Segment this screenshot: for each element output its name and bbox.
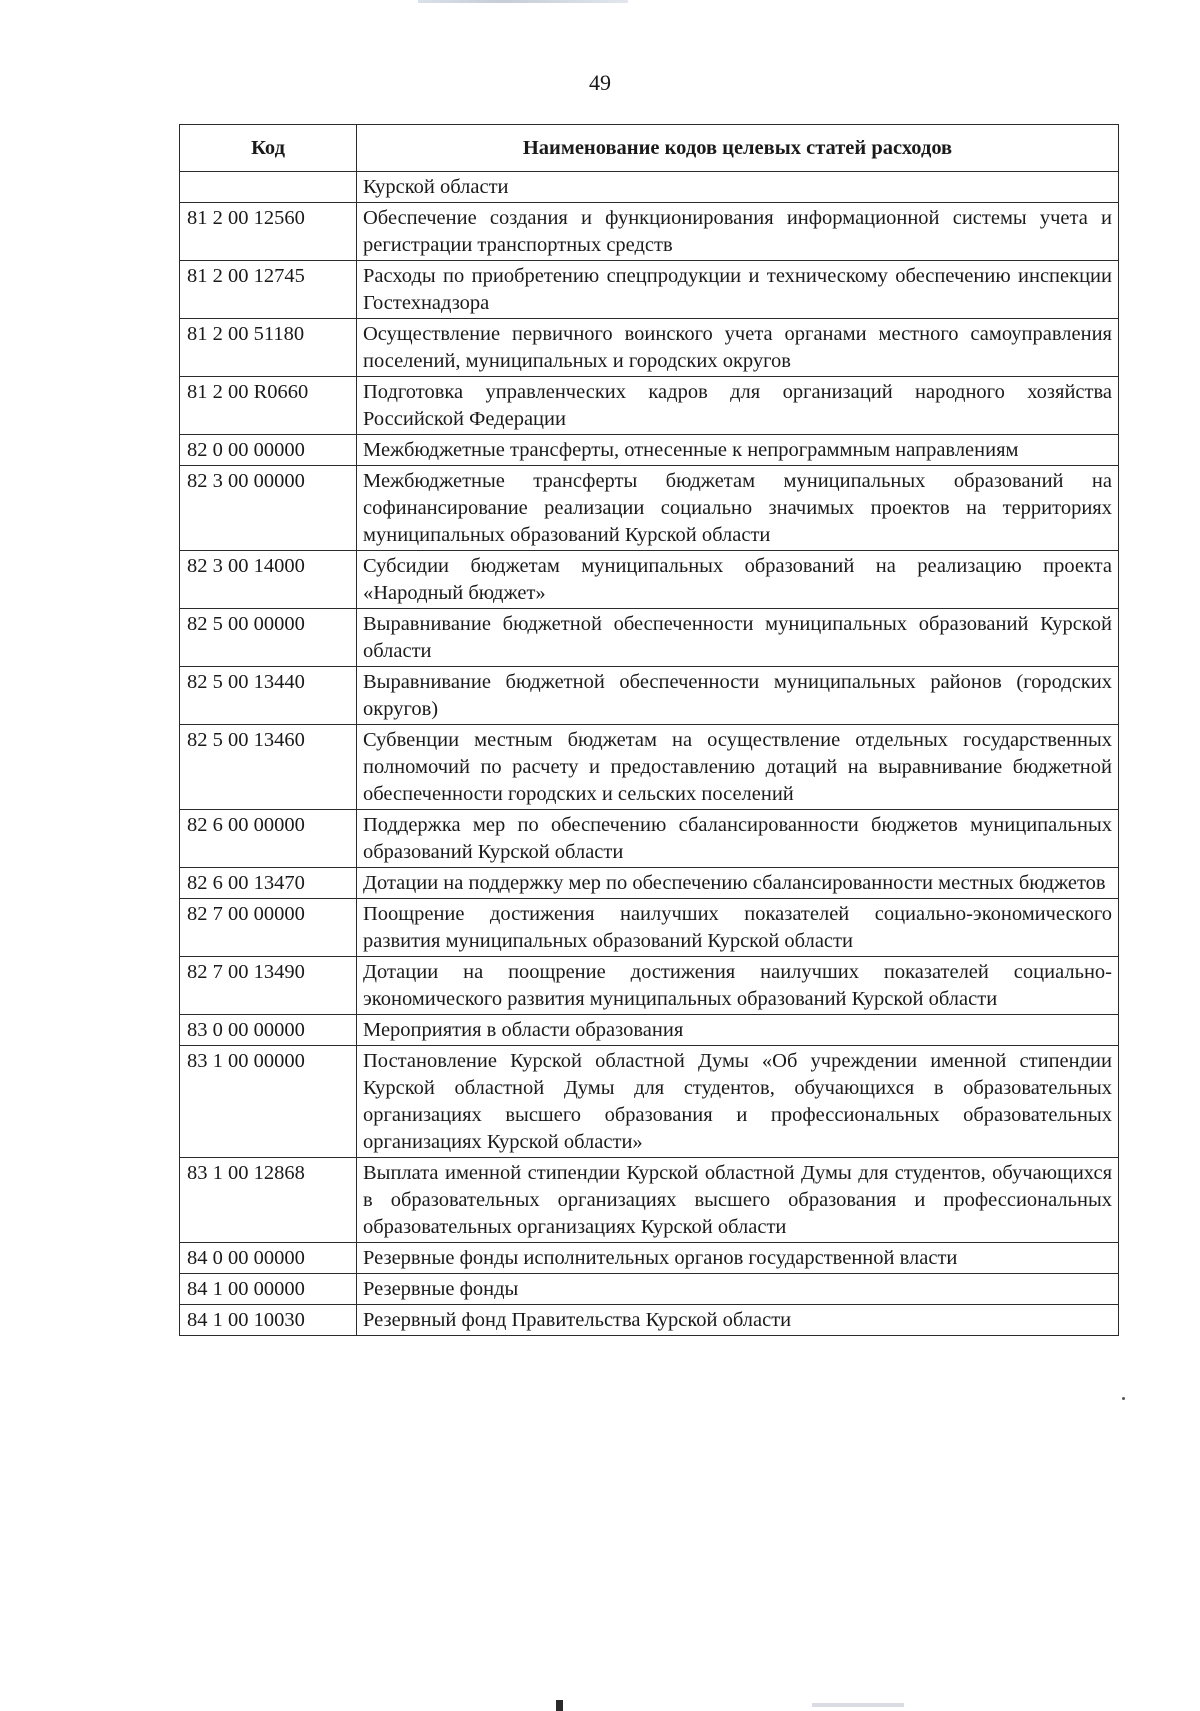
row-code: 82 6 00 00000 — [180, 810, 357, 868]
row-name: Дотации на поддержку мер по обеспечению сбалансированности местных бюджетов — [357, 868, 1119, 899]
table-row — [180, 1015, 1119, 1046]
table-row — [180, 1158, 1119, 1243]
row-code: 83 1 00 00000 — [180, 1046, 357, 1158]
row-name: Субвенции местным бюджетам на осуществление отдельных государственных полномочий по расчету и предоставлению дотаций на выравнивание бюджетной обеспеченности городских и сельских поселений — [357, 725, 1119, 810]
table-row — [180, 810, 1119, 868]
table-row — [180, 203, 1119, 261]
row-name: Резервные фонды исполнительных органов государственной власти — [357, 1243, 1119, 1274]
row-name: Курской области — [357, 172, 1119, 203]
table-row — [180, 319, 1119, 377]
row-name: Подготовка управленческих кадров для организаций народного хозяйства Российской Федерации — [357, 377, 1119, 435]
scan-artifact-dot — [1122, 1397, 1125, 1400]
row-name: Постановление Курской областной Думы «Об учреждении именной стипендии Курской областной Думы для студентов, обучающихся в образовательных организациях высшего образования и профессиональных образовательных организациях Курской области» — [357, 1046, 1119, 1158]
table-row — [180, 957, 1119, 1015]
table-row — [180, 725, 1119, 810]
scan-artifact-bottom-line — [812, 1703, 904, 1707]
row-name: Поддержка мер по обеспечению сбалансированности бюджетов муниципальных образований Курской области — [357, 810, 1119, 868]
table-row — [180, 261, 1119, 319]
row-code: 82 5 00 13460 — [180, 725, 357, 810]
table-row — [180, 172, 1119, 203]
page-number: 49 — [589, 70, 611, 95]
row-code: 81 2 00 R0660 — [180, 377, 357, 435]
row-name: Поощрение достижения наилучших показателей социально-экономического развития муниципальных образований Курской области — [357, 899, 1119, 957]
table-row — [180, 377, 1119, 435]
row-name: Выплата именной стипендии Курской областной Думы для студентов, обучающихся в образовательных организациях высшего образования и профессиональных образовательных организациях Курской области — [357, 1158, 1119, 1243]
scan-artifact-bottom — [556, 1700, 563, 1711]
row-code: 82 6 00 13470 — [180, 868, 357, 899]
row-name: Дотации на поощрение достижения наилучших показателей социально-экономического развития муниципальных образований Курской области — [357, 957, 1119, 1015]
table-row — [180, 1274, 1119, 1305]
column-header-name: Наименование кодов целевых статей расходов — [357, 125, 1119, 172]
row-name: Обеспечение создания и функционирования информационной системы учета и регистрации транспортных средств — [357, 203, 1119, 261]
row-name: Резервный фонд Правительства Курской области — [357, 1305, 1119, 1336]
row-name: Мероприятия в области образования — [357, 1015, 1119, 1046]
table-row — [180, 1046, 1119, 1158]
row-code: 83 0 00 00000 — [180, 1015, 357, 1046]
row-code: 81 2 00 12745 — [180, 261, 357, 319]
row-name: Выравнивание бюджетной обеспеченности муниципальных образований Курской области — [357, 609, 1119, 667]
table-row — [180, 899, 1119, 957]
row-code: 84 1 00 10030 — [180, 1305, 357, 1336]
row-code: 82 7 00 00000 — [180, 899, 357, 957]
table-row — [180, 551, 1119, 609]
row-code: 81 2 00 51180 — [180, 319, 357, 377]
table-row — [180, 868, 1119, 899]
table-row — [180, 435, 1119, 466]
row-name: Межбюджетные трансферты, отнесенные к непрограммным направлениям — [357, 435, 1119, 466]
row-code — [180, 172, 357, 203]
row-name: Выравнивание бюджетной обеспеченности муниципальных районов (городских округов) — [357, 667, 1119, 725]
table-row — [180, 667, 1119, 725]
row-code: 81 2 00 12560 — [180, 203, 357, 261]
table-header-row — [180, 125, 1119, 172]
row-code: 82 7 00 13490 — [180, 957, 357, 1015]
table-row — [180, 609, 1119, 667]
column-header-code: Код — [180, 125, 357, 172]
table-row — [180, 1243, 1119, 1274]
row-code: 84 1 00 00000 — [180, 1274, 357, 1305]
row-code: 83 1 00 12868 — [180, 1158, 357, 1243]
row-name: Субсидии бюджетам муниципальных образований на реализацию проекта «Народный бюджет» — [357, 551, 1119, 609]
expense-codes-table — [179, 124, 1119, 1336]
row-code: 84 0 00 00000 — [180, 1243, 357, 1274]
row-name: Резервные фонды — [357, 1274, 1119, 1305]
row-code: 82 3 00 00000 — [180, 466, 357, 551]
row-name: Расходы по приобретению спецпродукции и техническому обеспечению инспекции Гостехнадзора — [357, 261, 1119, 319]
row-code: 82 5 00 13440 — [180, 667, 357, 725]
table-row — [180, 466, 1119, 551]
row-code: 82 0 00 00000 — [180, 435, 357, 466]
table-row — [180, 1305, 1119, 1336]
row-code: 82 5 00 00000 — [180, 609, 357, 667]
row-name: Межбюджетные трансферты бюджетам муниципальных образований на софинансирование реализации социально значимых проектов на территориях муниципальных образований Курской области — [357, 466, 1119, 551]
row-code: 82 3 00 14000 — [180, 551, 357, 609]
row-name: Осуществление первичного воинского учета органами местного самоуправления поселений, муниципальных и городских округов — [357, 319, 1119, 377]
scan-artifact-top — [418, 0, 628, 3]
